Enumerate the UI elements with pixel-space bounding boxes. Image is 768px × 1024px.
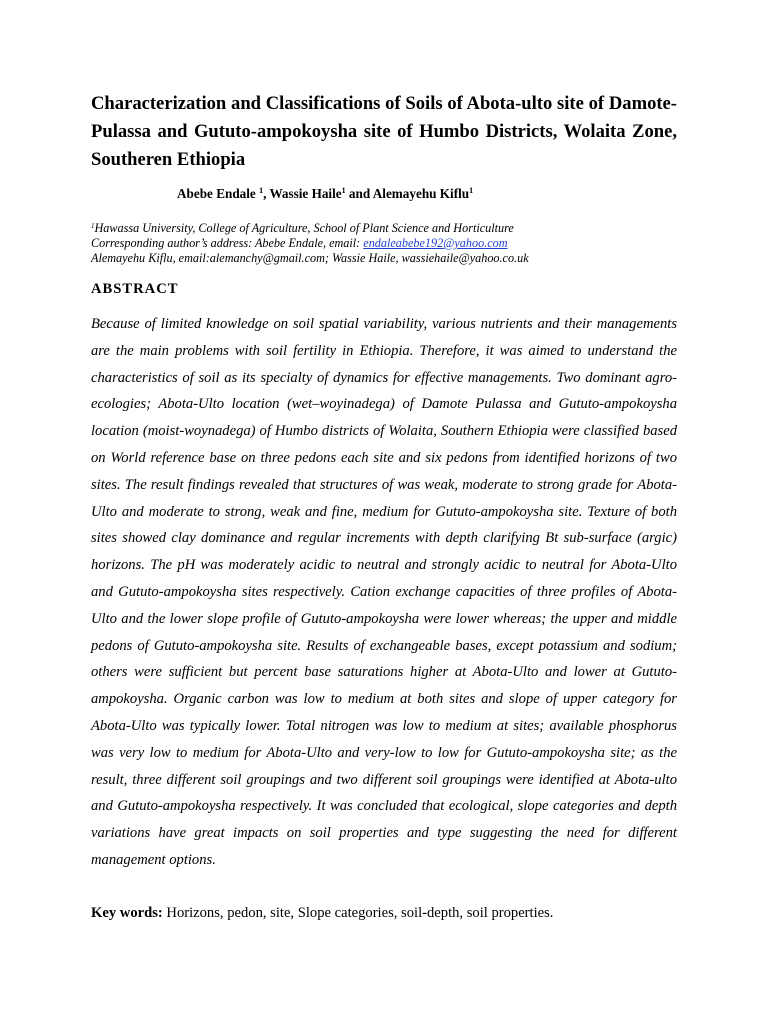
author-name: Wassie Haile: [269, 186, 342, 201]
corresponding-author-text: Corresponding author’s address: Abebe Endale, email:: [91, 236, 364, 251]
author-separator: and: [345, 186, 373, 201]
paper-title: Characterization and Classifications of Soils of Abota-ulto site of Damote-Pulassa and Gututo-ampokoysha site of Humbo Districts, Wolaita Zone, Southeren Ethiopia: [91, 93, 677, 170]
author-affiliation-mark: 1: [341, 186, 346, 195]
affiliation-mark: 1: [91, 222, 95, 230]
keywords-text: Horizons, pedon, site, Slope categories, soil-depth, soil properties.: [162, 905, 554, 921]
corresponding-author-line: [91, 236, 677, 251]
abstract-body: Because of limited knowledge on soil spatial variability, various nutrients and their managements are the main problems with soil fertility in Ethiopia. Therefore, it was aimed to understand the characteristics of soil as its specialty of dynamics for effective managements. Two dominant agro-ecologies; Abota-Ulto location (wet–woyinadega) of Damote Pulassa and Gututo-ampokoysha location (moist-woynadega) of Humbo districts of Wolaita, Southern Ethiopia were classified based on World reference base on three pedons each site and six pedons from identified horizons of two sites. The result findings revealed that structures of was weak, moderate to strong grade for Abota-Ulto and moderate to strong, weak and fine, medium for Gututo-ampokoysha site. Texture of both sites showed clay dominance and regular increments with depth clarifying Bt sub-surface (argic) horizons. The pH was moderately acidic to neutral and strongly acidic to neutral for Abota-Ulto and Gututo-ampokoysha sites respectively. Cation exchange capacities of three profiles of Abota-Ulto and the lower slope profile of Gututo-ampokoysha were lower whereas; the upper and middle pedons of Gututo-ampokoysha site. Results of exchangeable bases, except potassium and sodium; others were sufficient but percent base saturations higher at Abota-Ulto and lower at Gututo-ampokoysha. Organic carbon was low to medium at both sites and slope of upper category for Abota-Ulto was typically lower. Total nitrogen was low to medium at sites; available phosphorus was very low to medium for Abota-Ulto and very-low to low for Gututo-ampokoysha site; as the result, three different soil groupings and two different soil groupings were identified at Abota-ulto and Gututo-ampokoysha respectively. It was concluded that ecological, slope categories and depth variations have great impacts on soil properties and type suggesting the need for different management options.: [91, 316, 677, 868]
keywords-label: Key words:: [91, 905, 163, 921]
author-separator: ,: [263, 186, 270, 201]
affiliation-text: Hawassa University, College of Agriculture, School of Plant Science and Horticulture: [94, 221, 514, 235]
author-name: Abebe Endale: [177, 186, 260, 201]
corresponding-email-link[interactable]: endaleabebe192@yahoo.com: [363, 236, 508, 251]
affiliation-line: [91, 219, 677, 236]
abstract-heading: ABSTRACT: [91, 281, 179, 297]
affiliation-block: [91, 219, 677, 267]
author-affiliation-mark: 1: [469, 186, 474, 195]
coauthor-emails-line: Alemayehu Kiflu, email:alemanchy@gmail.com; Wassie Haile, wassiehaile@yahoo.co.uk: [91, 251, 529, 266]
author-list: [177, 186, 473, 202]
author-affiliation-mark: 1: [259, 186, 264, 195]
keywords-line: [91, 900, 677, 927]
author-name: Alemayehu Kiflu: [372, 186, 470, 201]
